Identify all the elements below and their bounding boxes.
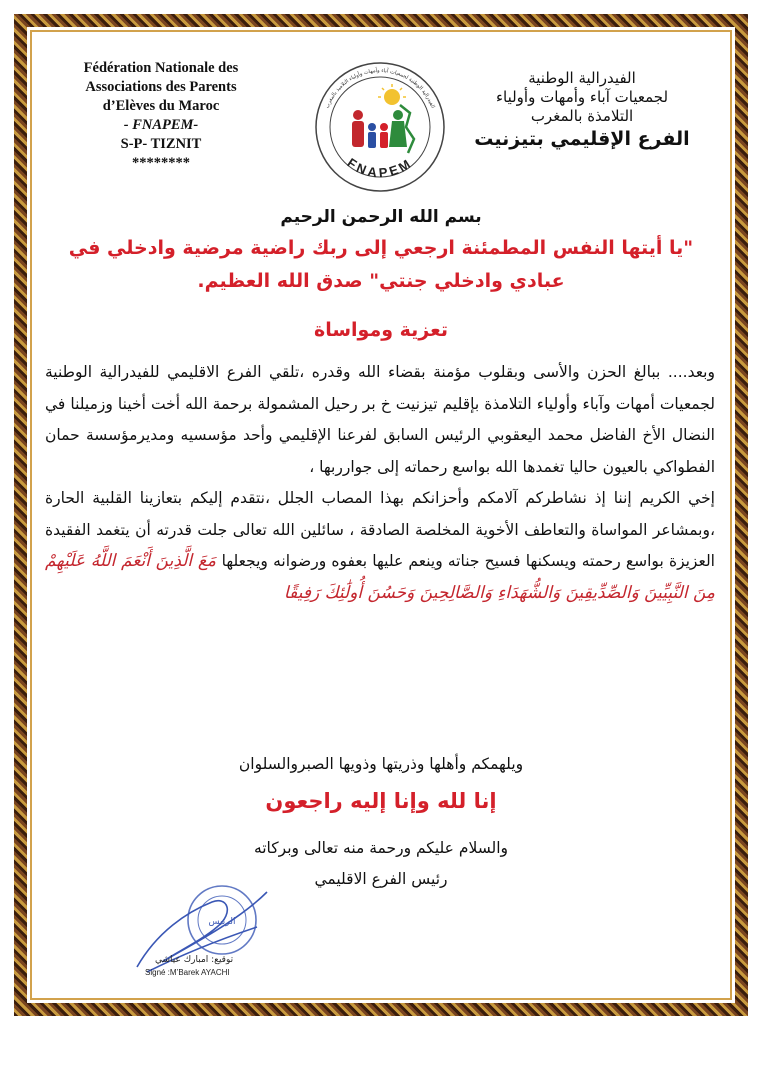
body-paragraph-1: وبعد.... ببالغ الحزن والأسى وبقلوب مؤمنة بقضاء الله وقدره ،تلقي الفرع الاقليمي للفيدرالية الوطنية لجمعيات أمهات وآباء وأولياء التلامذة بإقليم تيزنيت خ بر رحيل المشمولة برحمة الله أخت أخينا وزميلنا في النضال الأخ الفاضل محمد اليعقوبي الرئيس السابق لفرعنا الإقليمي وأحد مؤسسيه ومديرمؤسسة حمان الفطواكي بالعيون حاليا تغمدها الله بواسع رحماته إلى جوارربها ،	[45, 363, 715, 476]
header-french	[51, 59, 271, 173]
body-paragraph-2	[45, 483, 715, 609]
header-fr-line2: Associations des Parents	[85, 79, 237, 95]
header-fr-branch: S-P- TIZNIT	[120, 136, 202, 152]
verse-closing: صدق الله العظيم.	[197, 270, 370, 292]
quran-inline-verse: مَعَ الَّذِينَ أَنْعَمَ اللَّهُ عَلَيْهِمْ مِنَ النَّبِيِّينَ وَالصِّدِّيقِينَ وَالشُّهَدَاءِ وَالصَّالِحِينَ وَحَسُنَ أُولَٰئِكَ رَفِيقًا	[45, 551, 715, 603]
header-fr-line1: Fédération Nationale des	[83, 60, 239, 76]
signature-caption-french: Signé :M’Barek AYACHI	[145, 968, 230, 977]
header-fr-stars: ********	[132, 155, 190, 171]
fnapem-logo	[310, 57, 450, 197]
document-title: تعزية ومواساة	[314, 319, 448, 341]
quran-verse	[45, 232, 717, 298]
signatory-title: رئيس الفرع الاقليمي	[314, 870, 448, 888]
logo-ring-text: الفيدرالية الوطنية لجمعيات آباء وأمهات وأولياء التلاميذ بالمغرب	[324, 67, 436, 110]
closing-line: ويلهمكم وأهلها وذريتها وذويها الصبروالسلوان	[238, 755, 524, 773]
document	[27, 27, 735, 1003]
header-ar-branch: الفرع الإقليمي بتيزنيت	[474, 128, 690, 150]
header-ar-line3: التلامذة بالمغرب	[530, 107, 634, 125]
basmala: بسم الله الرحمن الرحيم	[280, 207, 482, 227]
header-arabic	[467, 69, 697, 149]
stamp-icon	[188, 886, 256, 954]
header-ar-line2: لجمعيات آباء وأمهات وأولياء	[495, 88, 669, 106]
signature-caption-arabic: توقيع: امبارك عياشي	[155, 955, 234, 965]
letter-body	[45, 357, 715, 609]
header-fr-abbr: - FNAPEM-	[123, 117, 199, 133]
header-ar-line1: الفيدرالية الوطنية	[528, 69, 636, 87]
header-fr-line3: d’Elèves du Maroc	[102, 98, 220, 114]
logo-text: FNAPEM	[344, 154, 416, 181]
salutation: والسلام عليكم ورحمة منه تعالى وبركاته	[253, 839, 509, 857]
body-paragraph-2-text: إخي الكريم إننا إذ نشاطركم آلامكم وأحزانكم بهذا المصاب الجلل ،نتقدم إليكم بتعازينا القلبية الحارة ،وبمشاعر المواساة والتعاطف الأخوية المخلصة الصادقة ، سائلين الله تعالى جلت قدرته أن يتغمد الفقيدة العزيزة بواسع رحمته ويسكنها فسيح جناته وينعم عليها بعفوه ورضوانه ويجعلها	[45, 489, 715, 570]
stamp-text: الرئيس	[208, 917, 236, 927]
signature-stamp	[117, 872, 317, 982]
verse-text: "يا أيتها النفس المطمئنة ارجعي إلى ربك راضية مرضية وادخلي في عبادي وادخلي جنتي"	[68, 237, 694, 292]
inna-lillah: إنا لله وإنا إليه راجعون	[265, 789, 497, 813]
